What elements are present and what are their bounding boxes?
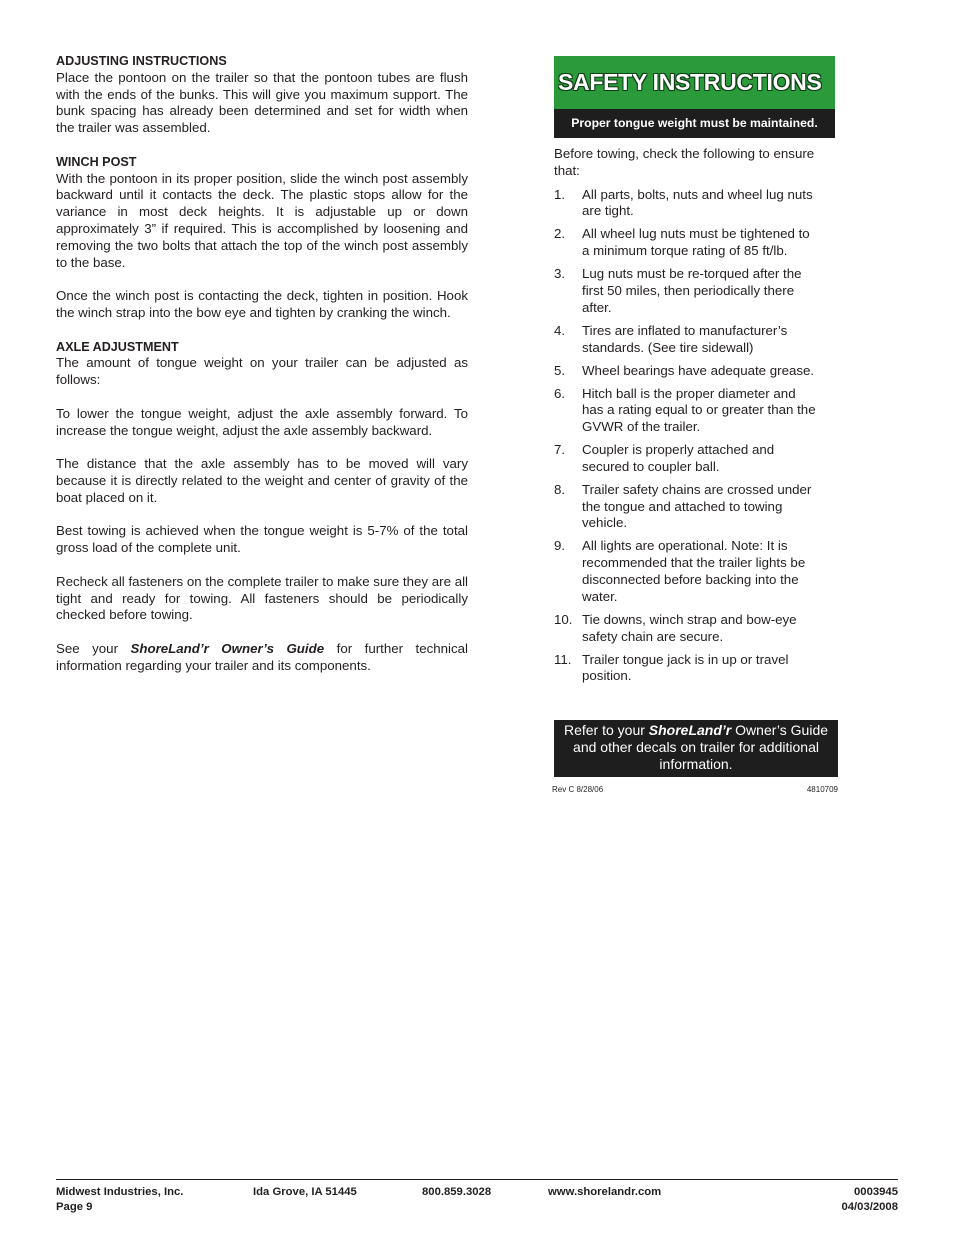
safety-item [554, 323, 839, 357]
footer-phone: 800.859.3028 [422, 1186, 492, 1198]
footer-divider [56, 1179, 898, 1180]
footer-doc-number: 0003945 [854, 1186, 898, 1198]
adjusting-heading: ADJUSTING INSTRUCTIONS [56, 54, 227, 68]
safety-item-number: 8. [554, 481, 566, 497]
safety-item [554, 442, 839, 476]
revision-label: Rev C 8/28/06 [552, 785, 604, 794]
axle-text-2: To lower the tongue weight, adjust the axle assembly forward. To increase the tongue weight, adjust the axle assembly backward. [56, 405, 468, 438]
owners-guide-title: ShoreLand’r Owner’s Guide [130, 640, 325, 656]
further-info-text: for further technical information regarding your trailer and its components. [56, 640, 469, 673]
safety-item [554, 612, 839, 646]
safety-item-text: Tires are inflated to manufacturer’s standards. (See tire sidewall) [582, 322, 788, 355]
safety-intro: Before towing, check the following to ensure that: [554, 146, 815, 178]
left-column [56, 53, 468, 691]
safety-item [554, 363, 839, 380]
safety-item [554, 266, 839, 316]
footer-date: 04/03/2008 [841, 1200, 898, 1213]
axle-text-5: Recheck all fasteners on the complete trailer to make sure they are all tight and ready for towing. All fasteners should be periodically checked before towing. [56, 573, 468, 623]
footer-website: www.shorelandr.com [548, 1186, 662, 1198]
safety-item-number: 6. [554, 385, 566, 401]
safety-item [554, 482, 839, 532]
refer-pre: Refer to your [563, 722, 649, 738]
safety-checklist [554, 146, 839, 691]
safety-item-number: 3. [554, 266, 566, 282]
refer-notice [554, 720, 838, 777]
safety-list [554, 187, 839, 686]
axle-text-3: The distance that the axle assembly has to be moved will vary because it is directly related to the weight and center of gravity of the boat placed on it. [56, 456, 468, 505]
safety-item [554, 652, 839, 686]
axle-heading: AXLE ADJUSTMENT [56, 339, 179, 354]
safety-item-text: All wheel lug nuts must be tightened to a minimum torque rating of 85 ft/lb. [582, 226, 810, 259]
safety-item-number: 7. [554, 442, 566, 458]
axle-text-4: Best towing is achieved when the tongue weight is 5-7% of the total gross load of the complete unit. [56, 523, 468, 556]
part-number: 4810709 [806, 785, 838, 794]
safety-item-text: Trailer tongue jack is in up or travel position. [582, 651, 789, 684]
winch-text-2: Once the winch post is contacting the deck, tighten in position. Hook the winch strap into the bow eye and tighten by cranking the winch. [56, 288, 468, 320]
safety-item-number: 2. [554, 226, 566, 242]
footer-city: Ida Grove, IA 51445 [253, 1186, 357, 1198]
safety-item-number: 10. [554, 611, 573, 627]
safety-header [554, 56, 835, 138]
safety-item-number: 4. [554, 322, 566, 338]
safety-item-text: All parts, bolts, nuts and wheel lug nuts are tight. [582, 186, 813, 219]
footer-company: Midwest Industries, Inc. [56, 1186, 184, 1198]
safety-item-text: All lights are operational. Note: It is recommended that the trailer lights be disconnected before backing into the water. [582, 538, 806, 604]
safety-item [554, 386, 839, 436]
safety-item-number: 11. [554, 651, 572, 667]
axle-text-1: The amount of tongue weight on your trailer can be adjusted as follows: [56, 355, 468, 388]
winch-text-1: With the pontoon in its proper position, slide the winch post assembly backward until it contacts the deck. The plastic stops allow for the variance in most deck heights. It is adjustable up or down approximately 3” if required. This is accomplished by loosening and removing the two bolts that attach the top of the winch post assembly to the base. [56, 170, 468, 270]
safety-item-number: 1. [554, 186, 566, 202]
safety-item-text: Hitch ball is the proper diameter and has a rating equal to or greater than the GVWR of the trailer. [582, 385, 816, 435]
refer-post: Owner’s Guide and other decals on trailer for additional information. [573, 722, 829, 772]
safety-title: SAFETY INSTRUCTIONS [554, 56, 835, 109]
refer-brand: ShoreLand’r [648, 722, 732, 738]
adjusting-text: Place the pontoon on the trailer so that the pontoon tubes are flush with the ends of the bunks. This will give you maximum support. The bunk spacing has already been determined and set for width when the trailer was assembled. [56, 69, 468, 136]
safety-item [554, 538, 839, 605]
see-your-text: See your [56, 640, 131, 656]
safety-subtitle: Proper tongue weight must be maintained. [554, 109, 835, 138]
safety-item-text: Trailer safety chains are crossed under the tongue and attached to towing vehicle. [582, 481, 812, 531]
safety-item [554, 187, 839, 221]
safety-item-number: 5. [554, 362, 566, 378]
axle-text-6 [56, 641, 468, 675]
safety-item-number: 9. [554, 538, 566, 554]
winch-heading: WINCH POST [56, 154, 137, 169]
safety-item [554, 226, 839, 260]
safety-item-text: Lug nuts must be re-torqued after the first 50 miles, then periodically there after. [582, 266, 802, 315]
footer-page: Page 9 [56, 1200, 93, 1213]
safety-item-text: Coupler is properly attached and secured to coupler ball. [582, 442, 775, 474]
safety-item-text: Tie downs, winch strap and bow-eye safety chain are secure. [582, 611, 797, 644]
safety-item-text: Wheel bearings have adequate grease. [582, 362, 815, 378]
